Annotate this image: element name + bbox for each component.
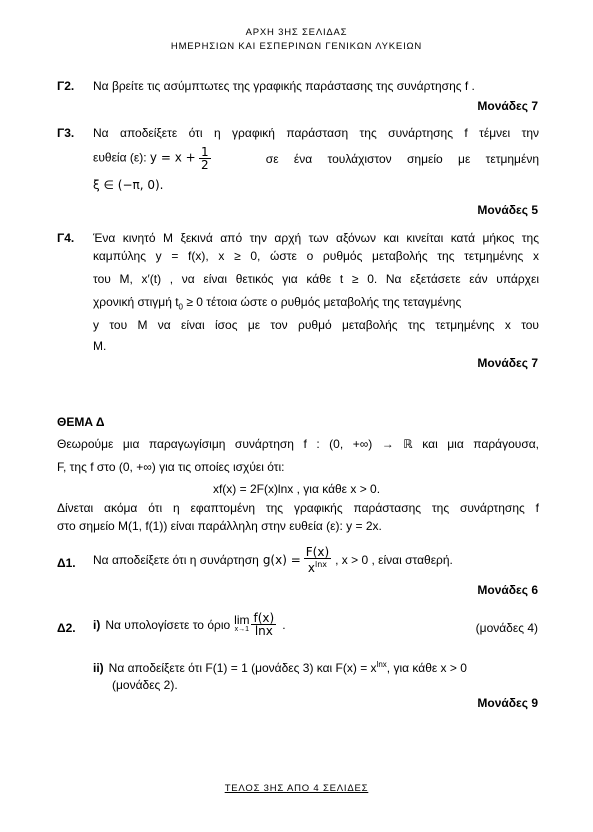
question-text-g3-line1: Να αποδείξετε ότι η γραφική παράσταση της συνάρτησης f τέμνει την xyxy=(93,126,539,140)
points-g4: Μονάδες 7 xyxy=(477,356,538,370)
fraction-limit xyxy=(251,612,276,637)
section-intro-line1: Θεωρούμε μια παραγωγίσιμη συνάρτηση f : (0, +∞) → ℝ και μια παράγουσα, xyxy=(57,437,539,451)
line-label: ευθεία (ε): xyxy=(93,150,147,165)
section-intro-line3: Δίνεται ακόμα ότι η εφαπτομένη της γραφικής παράστασης της συνάρτησης f xyxy=(57,501,539,515)
denominator-exponent: lnx xyxy=(314,560,328,569)
question-text-d2-ii-line2: (μονάδες 2). xyxy=(112,678,178,692)
d2-i-text: Να υπολογίσετε το όριο xyxy=(105,617,231,632)
d1-condition: , x > 0 , είναι σταθερή. xyxy=(335,553,453,567)
d2-ii-exponent: lnx xyxy=(376,660,387,669)
d2-ii-condition: , για κάθε x > 0 xyxy=(386,661,467,675)
time-subscript: 0 xyxy=(178,302,183,312)
section-title: ΘΕΜΑ Δ xyxy=(57,415,105,429)
points-d2-i: (μονάδες 4) xyxy=(475,621,538,635)
question-label-g2: Γ2. xyxy=(57,79,75,93)
d2-i-period: . xyxy=(282,617,286,632)
d1-intro: Να αποδείξετε ότι η συνάρτηση xyxy=(93,553,259,567)
limit-operator xyxy=(234,612,250,635)
line-equation: y = x + xyxy=(149,150,196,165)
question-text-g4-line6: Μ. xyxy=(93,339,107,353)
footer-text: ΤΕΛΟΣ 3ΗΣ ΑΠΟ 4 ΣΕΛΙΔΕΣ xyxy=(224,783,369,794)
question-text-g3-line2 xyxy=(93,146,539,171)
question-text-g4-line2: καμπύλης y = f(x), x ≥ 0, ώστε ο ρυθμός μεταβολής της τετμημένης x xyxy=(93,249,539,263)
question-text-d2-ii xyxy=(93,658,467,675)
fraction-denominator xyxy=(304,559,331,574)
question-text-g4-line5: y του Μ να είναι ίσος με τον ρυθμό μεταβολής της τετμημένης x του xyxy=(93,318,539,332)
fraction-numerator: F(x) xyxy=(305,545,330,559)
question-label-d1: Δ1. xyxy=(57,556,76,570)
question-text-g4-line1: Ένα κινητό Μ ξεκινά από την αρχή των αξόνων και κινείται κατά μήκος της xyxy=(93,231,539,245)
points-d2: Μονάδες 9 xyxy=(477,696,538,710)
question-text-g4-line4 xyxy=(93,295,539,314)
sub-label-ii: ii) xyxy=(93,661,104,675)
time-t: χρονική στιγμή t xyxy=(93,295,179,309)
section-intro-line2: F, της f στο (0, +∞) για τις οποίες ισχύει ότι: xyxy=(57,460,285,474)
fraction-numerator: 1 xyxy=(201,145,209,159)
limit-subscript: x→1 xyxy=(234,625,250,633)
section-intro-line4: στο σημείο Μ(1, f(1)) είναι παράλληλη στην ευθεία (ε): y = 2x. xyxy=(57,519,382,533)
question-text-d1 xyxy=(93,546,539,574)
question-text-g2: Να βρείτε τις ασύμπτωτες της γραφικής παράστασης της συνάρτησης f . xyxy=(93,79,475,93)
header-line-2: ΗΜΕΡΗΣΙΩΝ ΚΑΙ ΕΣΠΕΡΙΝΩΝ ΓΕΝΙΚΩΝ ΛΥΚΕΙΩΝ xyxy=(170,41,423,52)
fraction-numerator: f(x) xyxy=(253,611,275,625)
question-text-g4-line3: του Μ, x′(t) , να είναι θετικός για κάθε t ≥ 0. Να εξετάσετε εάν υπάρχει xyxy=(93,272,539,286)
g-definition: g(x) = xyxy=(262,553,301,567)
fraction-g xyxy=(304,546,331,574)
points-g2: Μονάδες 7 xyxy=(477,99,538,113)
fraction-denominator: 2 xyxy=(201,158,209,172)
sub-label-i: i) xyxy=(93,617,101,632)
points-g3: Μονάδες 5 xyxy=(477,203,538,217)
question-text-g3-line2-tail: σε ένα τουλάχιστον σημείο με τετμημένη xyxy=(265,151,539,166)
question-label-d2: Δ2. xyxy=(57,621,76,635)
fraction-one-half xyxy=(199,146,211,171)
question-text-d2-i xyxy=(93,612,286,637)
d2-ii-text: Να αποδείξετε ότι F(1) = 1 (μονάδες 3) και F(x) = x xyxy=(108,661,377,675)
question-text-g3-line3: ξ ∈ (−π, 0). xyxy=(93,178,164,192)
fraction-denominator: lnx xyxy=(254,624,273,638)
limit-symbol: lim xyxy=(234,612,250,627)
denominator-base: x xyxy=(307,561,315,575)
question-label-g4: Γ4. xyxy=(57,231,75,245)
points-d1: Μονάδες 6 xyxy=(477,583,538,597)
time-condition: ≥ 0 τέτοια ώστε ο ρυθμός μεταβολής της τεταγμένης xyxy=(183,295,462,309)
header-line-1: ΑΡΧΗ 3ΗΣ ΣΕΛΙΔΑΣ xyxy=(245,27,348,38)
question-label-g3: Γ3. xyxy=(57,126,75,140)
page-footer xyxy=(0,783,593,794)
functional-equation: xf(x) = 2F(x)lnx , για κάθε x > 0. xyxy=(212,482,381,496)
